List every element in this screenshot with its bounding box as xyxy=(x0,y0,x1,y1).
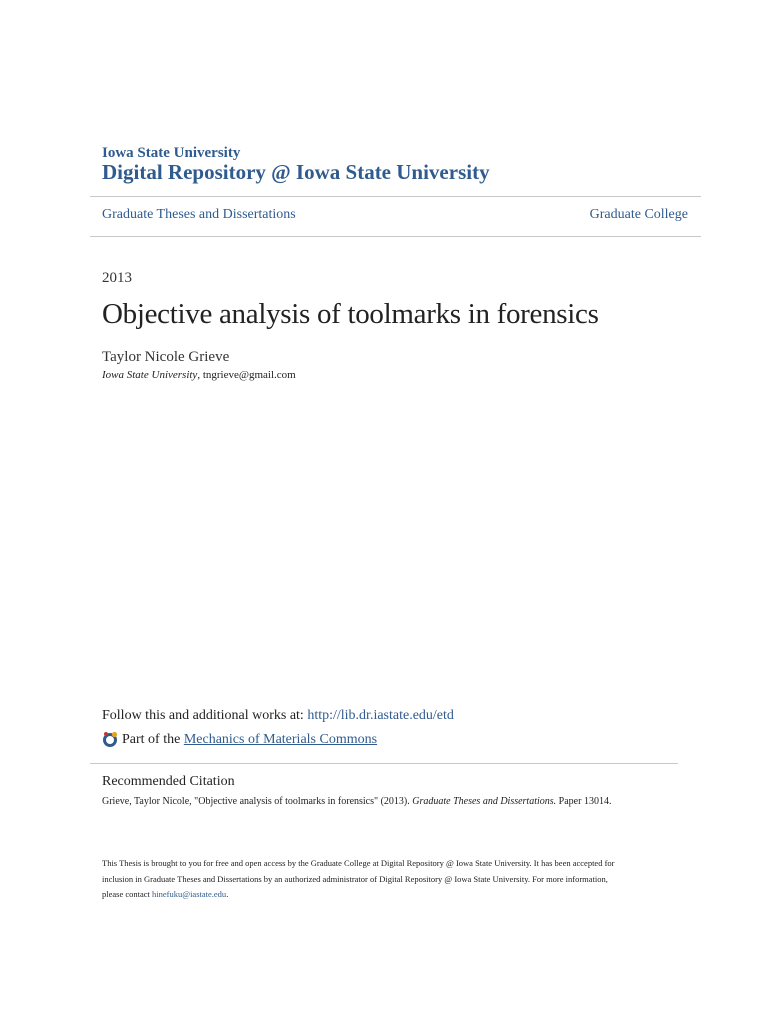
header-divider-bottom xyxy=(90,236,701,237)
part-of-line xyxy=(102,731,377,749)
follow-label: Follow this and additional works at: xyxy=(102,708,304,723)
access-statement-line-2: inclusion in Graduate Theses and Dissertations by an authorized administrator of Digital Repository @ Iowa State University. For more information, xyxy=(102,873,608,884)
access-statement-line-3 xyxy=(102,887,672,903)
citation-series: Graduate Theses and Dissertations. xyxy=(412,796,557,807)
contact-prefix: please contact xyxy=(102,889,150,899)
affiliation-name: Iowa State University xyxy=(102,369,198,381)
header-divider-top xyxy=(90,196,701,197)
follow-line xyxy=(102,708,454,724)
graduate-college-link[interactable]: Graduate College xyxy=(589,207,688,222)
etd-url-link[interactable]: http://lib.dr.iastate.edu/etd xyxy=(307,708,454,723)
recommended-citation-heading: Recommended Citation xyxy=(102,774,235,789)
citation-prefix: Grieve, Taylor Nicole, "Objective analysis of toolmarks in forensics" (2013). xyxy=(102,796,410,807)
citation-divider xyxy=(90,763,678,764)
access-statement-line-1: This Thesis is brought to you for free and open access by the Graduate College at Digital Repository @ Iowa State University. It has been accepted for xyxy=(102,858,615,868)
document-title: Objective analysis of toolmarks in forensics xyxy=(102,298,599,330)
repository-name[interactable]: Digital Repository @ Iowa State University xyxy=(102,160,490,184)
author-affiliation xyxy=(102,369,296,381)
affiliation-separator: , xyxy=(197,369,201,381)
commons-icon xyxy=(102,730,120,748)
citation-text xyxy=(102,796,611,807)
author-email: tngrieve@gmail.com xyxy=(202,369,296,381)
graduate-theses-link[interactable]: Graduate Theses and Dissertations xyxy=(102,207,296,222)
publication-year: 2013 xyxy=(102,270,132,286)
citation-suffix: Paper 13014. xyxy=(558,796,612,807)
contact-email-link[interactable]: hinefuku@iastate.edu xyxy=(152,889,227,899)
part-of-label: Part of the xyxy=(122,732,181,747)
contact-suffix: . xyxy=(226,889,229,899)
mechanics-commons-link[interactable]: Mechanics of Materials Commons xyxy=(183,732,378,747)
author-name: Taylor Nicole Grieve xyxy=(102,349,230,365)
university-name[interactable]: Iowa State University xyxy=(102,145,241,161)
access-statement xyxy=(102,856,672,903)
